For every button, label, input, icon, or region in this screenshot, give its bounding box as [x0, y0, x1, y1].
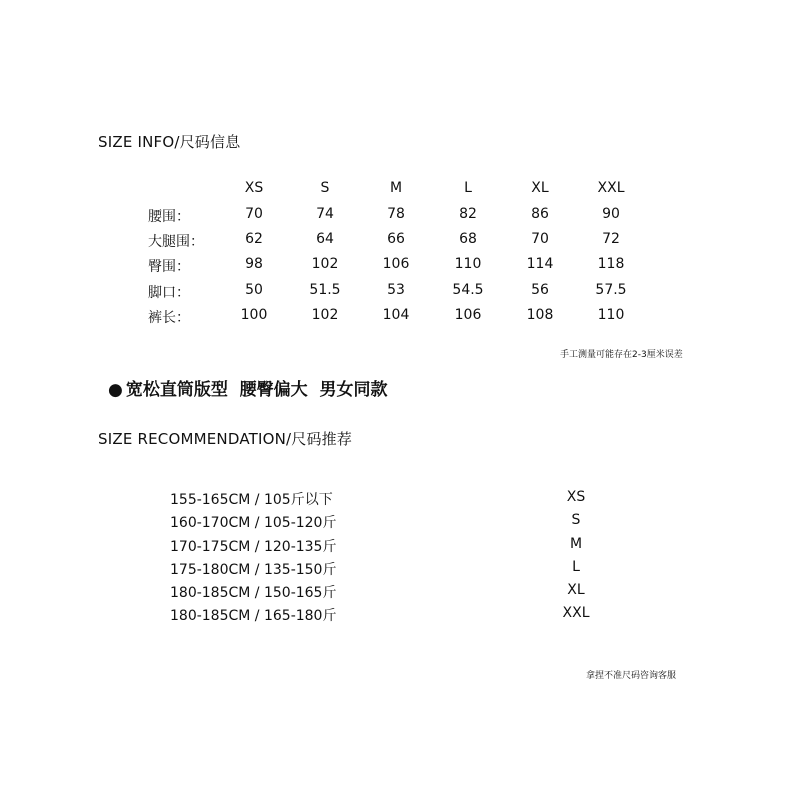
table-cell: 57.5 — [595, 282, 627, 298]
customer-service-note: 拿捏不准尺码咨询客服 — [586, 671, 677, 681]
size-header-s: S — [320, 180, 330, 196]
row-label-hip: 臀围： — [148, 259, 190, 275]
table-cell: 86 — [531, 206, 549, 222]
recommendation-size: XXL — [562, 605, 590, 621]
recommendation-size: M — [569, 536, 583, 552]
recommendation-size: XL — [567, 582, 585, 598]
recommendation-range: 155-165CM / 105斤以下 — [170, 492, 333, 508]
table-cell: 64 — [316, 231, 334, 247]
table-cell: 106 — [454, 307, 482, 323]
size-recommendation-title: SIZE RECOMMENDATION/尺码推荐 — [98, 430, 353, 448]
measurement-note: 手工测量可能存在2-3厘米误差 — [560, 350, 683, 360]
row-label-leg-opening: 脚口： — [148, 285, 190, 301]
table-cell: 54.5 — [452, 282, 484, 298]
recommendation-size: L — [572, 559, 580, 575]
recommendation-range: 170-175CM / 120-135斤 — [170, 539, 337, 555]
size-header-xs: XS — [244, 180, 264, 196]
row-label-waist: 腰围： — [148, 209, 190, 225]
table-cell: 106 — [382, 256, 410, 272]
table-cell: 102 — [311, 256, 339, 272]
table-cell: 53 — [387, 282, 405, 298]
table-cell: 114 — [526, 256, 554, 272]
recommendation-range: 160-170CM / 105-120斤 — [170, 515, 337, 531]
table-cell: 50 — [245, 282, 263, 298]
row-label-thigh: 大腿围： — [148, 234, 204, 250]
table-cell: 70 — [245, 206, 263, 222]
table-cell: 72 — [602, 231, 620, 247]
table-cell: 110 — [597, 307, 625, 323]
table-cell: 98 — [245, 256, 263, 272]
size-header-xl: XL — [531, 180, 549, 196]
table-cell: 78 — [387, 206, 405, 222]
table-cell: 90 — [602, 206, 620, 222]
table-cell: 51.5 — [309, 282, 341, 298]
table-cell: 100 — [240, 307, 268, 323]
recommendation-range: 180-185CM / 150-165斤 — [170, 585, 337, 601]
recommendation-range: 175-180CM / 135-150斤 — [170, 562, 337, 578]
size-header-l: L — [464, 180, 472, 196]
table-cell: 68 — [459, 231, 477, 247]
table-cell: 82 — [459, 206, 477, 222]
table-cell: 74 — [316, 206, 334, 222]
size-info-title: SIZE INFO/尺码信息 — [98, 133, 241, 151]
recommendation-size: S — [571, 512, 581, 528]
bullet-icon: ● — [108, 380, 123, 400]
table-cell: 62 — [245, 231, 263, 247]
table-cell: 104 — [382, 307, 410, 323]
table-cell: 70 — [531, 231, 549, 247]
table-cell: 110 — [454, 256, 482, 272]
table-cell: 56 — [531, 282, 549, 298]
size-header-m: M — [389, 180, 403, 196]
table-cell: 108 — [526, 307, 554, 323]
table-cell: 102 — [311, 307, 339, 323]
fit-feature-text: 宽松直筒版型 腰臀偏大 男女同款 — [125, 380, 388, 400]
table-cell: 118 — [597, 256, 625, 272]
fit-feature-line — [108, 375, 388, 400]
row-label-length: 裤长： — [148, 310, 190, 326]
recommendation-size: XS — [566, 489, 586, 505]
size-header-xxl: XXL — [597, 180, 625, 196]
table-cell: 66 — [387, 231, 405, 247]
recommendation-range: 180-185CM / 165-180斤 — [170, 608, 337, 624]
